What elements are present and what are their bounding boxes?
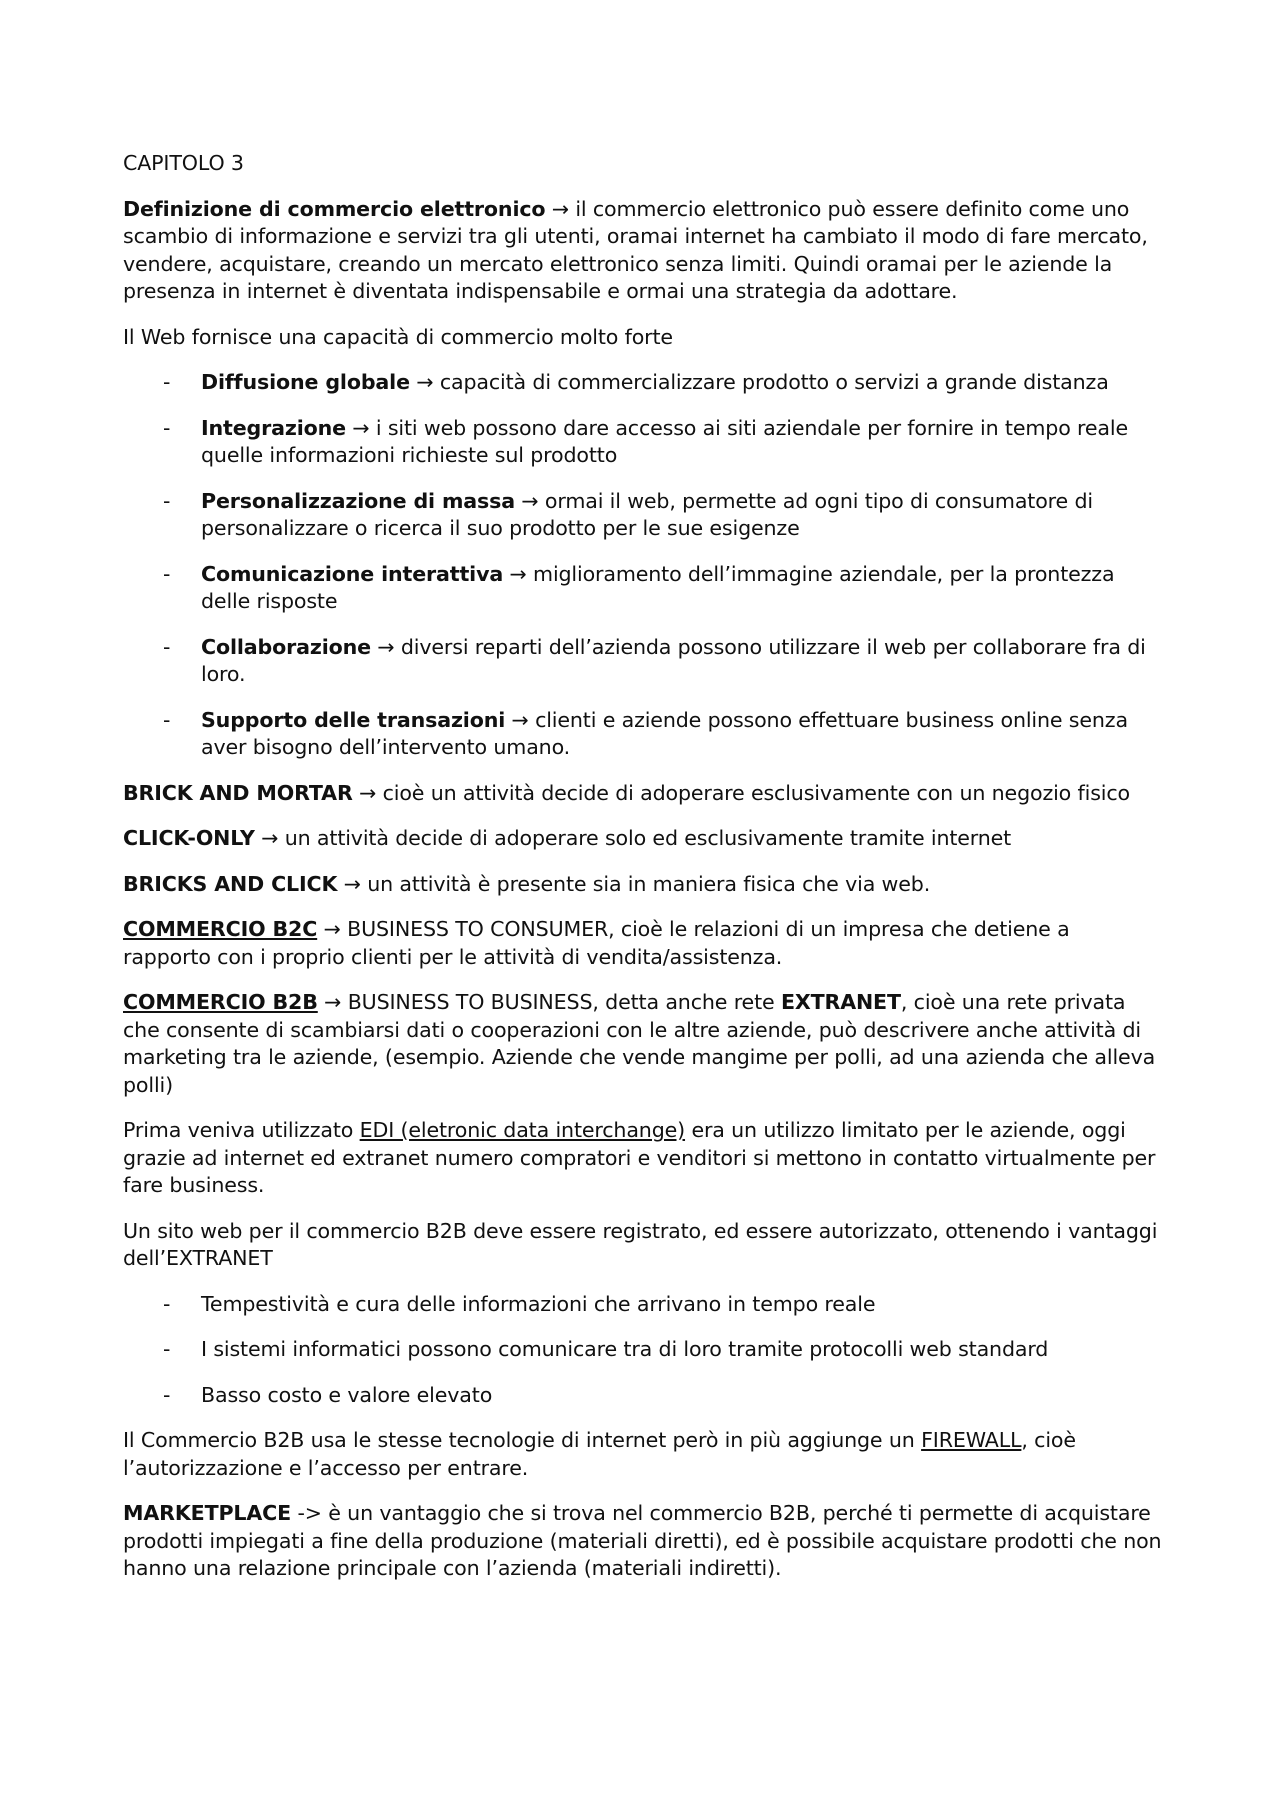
paragraph-web-capacity: Il Web fornisce una capacità di commercio molto forte: [123, 324, 673, 349]
term-bricks-and-click: BRICKS AND CLICK: [123, 871, 338, 896]
definition-text: il commercio elettronico può essere definito come uno scambio di informazione e servizi tra gli utenti, oramai internet ha cambiato il modo di fare mercato, vendere, acquistare, creando un mercato elettronico senza limiti. Quindi oramai per le aziende la presenza in internet è diventata indispensabile e ormai una strategia da adottare.: [123, 196, 1148, 303]
document-page: [123, 150, 1163, 1601]
list-item: [123, 369, 1163, 397]
edi-text-b: era un utilizzo limitato per le aziende, oggi grazie ad internet ed extranet numero compratori e venditori si mettono in contatto virtualmente per fare business.: [123, 1118, 1156, 1197]
list-item-term: Collaborazione: [201, 634, 371, 659]
arrow-icon: →: [359, 780, 377, 805]
list-item-text: diversi reparti dell’azienda possono utilizzare il web per collaborare fra di loro.: [201, 634, 1146, 686]
edi-underlined-term: EDI (eletronic data interchange): [359, 1118, 686, 1142]
list-item-text: clienti e aziende possono effettuare business online senza aver bisogno dell’intervento umano.: [201, 707, 1128, 759]
term-brick-and-mortar: BRICK AND MORTAR: [123, 780, 353, 805]
marketplace-text: è un vantaggio che si trova nel commercio B2B, perché ti permette di acquistare prodotti impiegati a fine della produzione (materiali diretti), ed è possibile acquistare prodotti che non hanno una relazione principale con l’azienda (materiali indiretti).: [123, 1501, 1162, 1580]
arrow-icon: →: [551, 196, 569, 221]
firewall-text-b: , cioè l’autorizzazione e l’accesso per entrare.: [123, 1428, 1076, 1480]
arrow-icon: →: [377, 634, 395, 659]
web-features-list: [123, 369, 1163, 762]
arrow-icon: →: [416, 370, 434, 394]
term-definition: Definizione di commercio elettronico: [123, 196, 546, 221]
paragraph-b2b: [123, 989, 1163, 1099]
list-item: [123, 707, 1163, 762]
arrow-icon: →: [521, 488, 539, 513]
chapter-heading: CAPITOLO 3: [123, 151, 244, 175]
paragraph-click-only: [123, 825, 1163, 853]
list-item: [123, 561, 1163, 616]
arrow-icon: →: [323, 917, 341, 941]
term-marketplace: MARKETPLACE: [123, 1501, 292, 1525]
list-item-text: i siti web possono dare accesso ai siti aziendale per fornire in tempo reale quelle informazioni richieste sul prodotto: [201, 415, 1128, 467]
list-item: [123, 488, 1163, 543]
list-item-term: Integrazione: [201, 415, 346, 440]
b2c-text: BUSINESS TO CONSUMER, cioè le relazioni di un impresa che detiene a rapporto con i proprio clienti per le attività di vendita/assistenza.: [123, 917, 1070, 969]
paragraph-firewall: [123, 1427, 1163, 1482]
list-item: [123, 634, 1163, 689]
click-text: un attività decide di adoperare solo ed esclusivamente tramite internet: [284, 826, 1012, 850]
list-item-term: Supporto delle transazioni: [201, 707, 506, 732]
list-item: - Basso costo e valore elevato: [123, 1382, 1163, 1410]
extranet-advantages-list: [123, 1291, 1163, 1410]
term-b2b: COMMERCIO B2B: [123, 990, 318, 1014]
list-item: - I sistemi informatici possono comunicare tra di loro tramite protocolli web standard: [123, 1336, 1163, 1364]
paragraph-marketplace: [123, 1500, 1163, 1583]
arrow-icon: →: [509, 561, 527, 586]
b2b-text-a: BUSINESS TO BUSINESS, detta anche rete: [347, 990, 775, 1014]
firewall-underlined-term: FIREWALL: [921, 1428, 1022, 1452]
firewall-text-a: Il Commercio B2B usa le stesse tecnologie di internet però in più aggiunge un: [123, 1428, 915, 1452]
arrow-icon: →: [511, 707, 529, 732]
paragraph-definition: [123, 196, 1163, 306]
bricks-click-text: un attività è presente sia in maniera fisica che via web.: [367, 871, 931, 896]
paragraph-edi: [123, 1117, 1163, 1200]
list-item: [123, 415, 1163, 470]
list-item-text: ormai il web, permette ad ogni tipo di consumatore di personalizzare o ricerca il suo prodotto per le sue esigenze: [201, 488, 1093, 540]
b2b-text-b: , cioè una rete privata che consente di scambiarsi dati o cooperazioni con le altre aziende, può descrivere anche attività di marketing tra le aziende, (esempio. Aziende che vende mangime per polli, ad una azienda che alleva polli): [123, 990, 1156, 1097]
arrow-icon: →: [261, 826, 279, 850]
term-b2c: COMMERCIO B2C: [123, 917, 318, 941]
arrow-icon: →: [343, 871, 361, 896]
paragraph-brick-and-mortar: [123, 780, 1163, 808]
arrow-icon: →: [324, 990, 342, 1014]
edi-text-a: Prima veniva utilizzato: [123, 1118, 354, 1142]
list-item-term: Comunicazione interattiva: [201, 561, 504, 586]
arrow-icon: →: [352, 415, 370, 440]
term-click-only: CLICK-ONLY: [123, 826, 255, 850]
list-item-term: Diffusione globale: [201, 370, 410, 394]
term-extranet: EXTRANET: [780, 990, 901, 1014]
paragraph-b2b-site: Un sito web per il commercio B2B deve essere registrato, ed essere autorizzato, ottenendo i vantaggi dell’EXTRANET: [123, 1218, 1158, 1270]
list-item-text: capacità di commercializzare prodotto o servizi a grande distanza: [439, 370, 1109, 394]
list-item-text: miglioramento dell’immagine aziendale, per la prontezza delle risposte: [201, 561, 1115, 613]
list-item: - Tempestività e cura delle informazioni che arrivano in tempo reale: [123, 1291, 1163, 1319]
paragraph-b2c: [123, 916, 1163, 971]
paragraph-bricks-and-click: [123, 871, 1163, 899]
arrow-icon: ->: [297, 1501, 322, 1525]
list-item-term: Personalizzazione di massa: [201, 488, 515, 513]
brick-text: cioè un attività decide di adoperare esclusivamente con un negozio fisico: [382, 780, 1130, 805]
